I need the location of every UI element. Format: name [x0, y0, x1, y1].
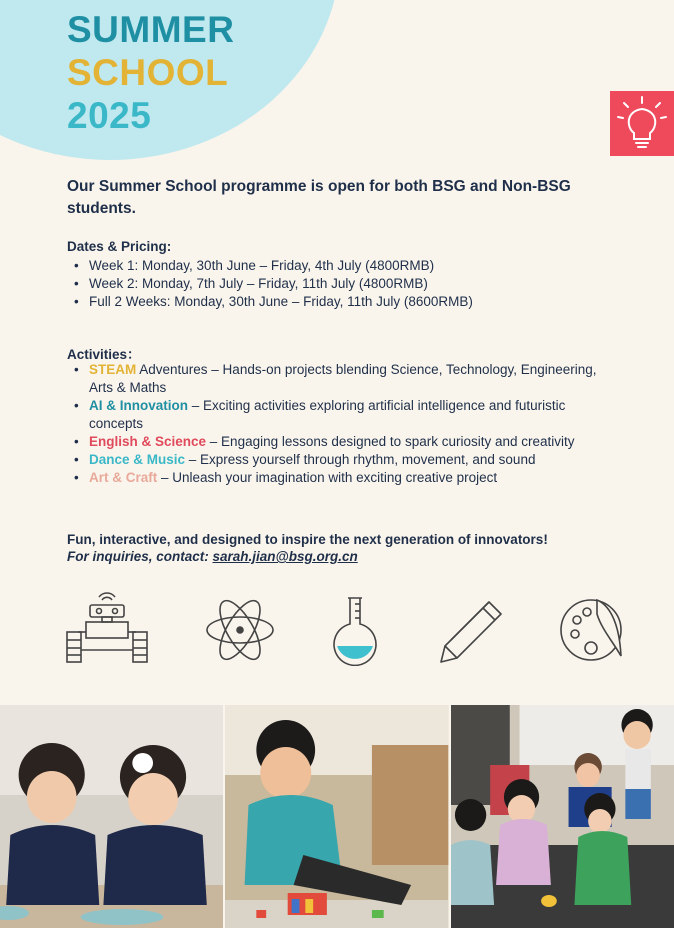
lightbulb-badge	[610, 91, 674, 156]
list-item	[74, 469, 614, 487]
title-line-2: SCHOOL	[67, 52, 229, 93]
list-item: • Week 1: Monday, 30th June – Friday, 4th July (4800RMB)	[74, 257, 614, 275]
photo-group-robot-activity	[451, 705, 674, 928]
activity-name: STEAM	[89, 362, 137, 377]
activity-desc: Adventures – Hands-on projects blending Science, Technology, Engineering, Arts & Maths	[89, 362, 597, 395]
title-line-3: 2025	[67, 95, 152, 136]
dates-list	[74, 257, 614, 311]
contact-prefix: For inquiries, contact:	[67, 549, 213, 564]
robot-icon	[64, 592, 150, 668]
activity-desc: – Express yourself through rhythm, movement, and sound	[185, 452, 536, 467]
activity-name: Art & Craft	[89, 470, 158, 485]
palette-icon	[557, 594, 627, 664]
page-title	[67, 8, 234, 137]
list-item: • Full 2 Weeks: Monday, 30th June – Friday, 11th July (8600RMB)	[74, 293, 614, 311]
list-item	[74, 433, 614, 451]
intro-text: Our Summer School programme is open for both BSG and Non-BSG students.	[67, 178, 571, 217]
pencil-icon	[437, 596, 507, 666]
photo-children-experiment	[0, 705, 223, 928]
activity-name: AI & Innovation	[89, 398, 188, 413]
activity-desc: – Exciting activities exploring artificial intelligence and futuristic concepts	[89, 398, 566, 431]
contact-line	[67, 549, 358, 564]
activity-name: Dance & Music	[89, 452, 186, 467]
activities-list	[74, 361, 614, 487]
photo-strip	[0, 705, 674, 928]
list-item	[74, 397, 614, 433]
dates-label: Dates & Pricing:	[67, 239, 172, 254]
list-item	[74, 361, 614, 397]
title-line-1: SUMMER	[67, 9, 235, 50]
tagline: Fun, interactive, and designed to inspire the next generation of innovators!	[67, 532, 548, 547]
activity-desc: – Engaging lessons designed to spark curiosity and creativity	[206, 434, 575, 449]
activity-name: English & Science	[89, 434, 207, 449]
photo-boy-building-blocks	[225, 705, 448, 928]
activities-label: Activities：	[67, 347, 141, 362]
list-item	[74, 451, 614, 469]
lightbulb-icon	[610, 91, 674, 156]
contact-email-link[interactable]: sarah.jian@bsg.org.cn	[212, 549, 358, 564]
activity-desc: – Unleash your imagination with exciting creative project	[157, 470, 498, 485]
list-item: • Week 2: Monday, 7th July – Friday, 11th July (4800RMB)	[74, 275, 614, 293]
atom-icon	[204, 593, 276, 667]
flask-icon	[330, 594, 380, 666]
